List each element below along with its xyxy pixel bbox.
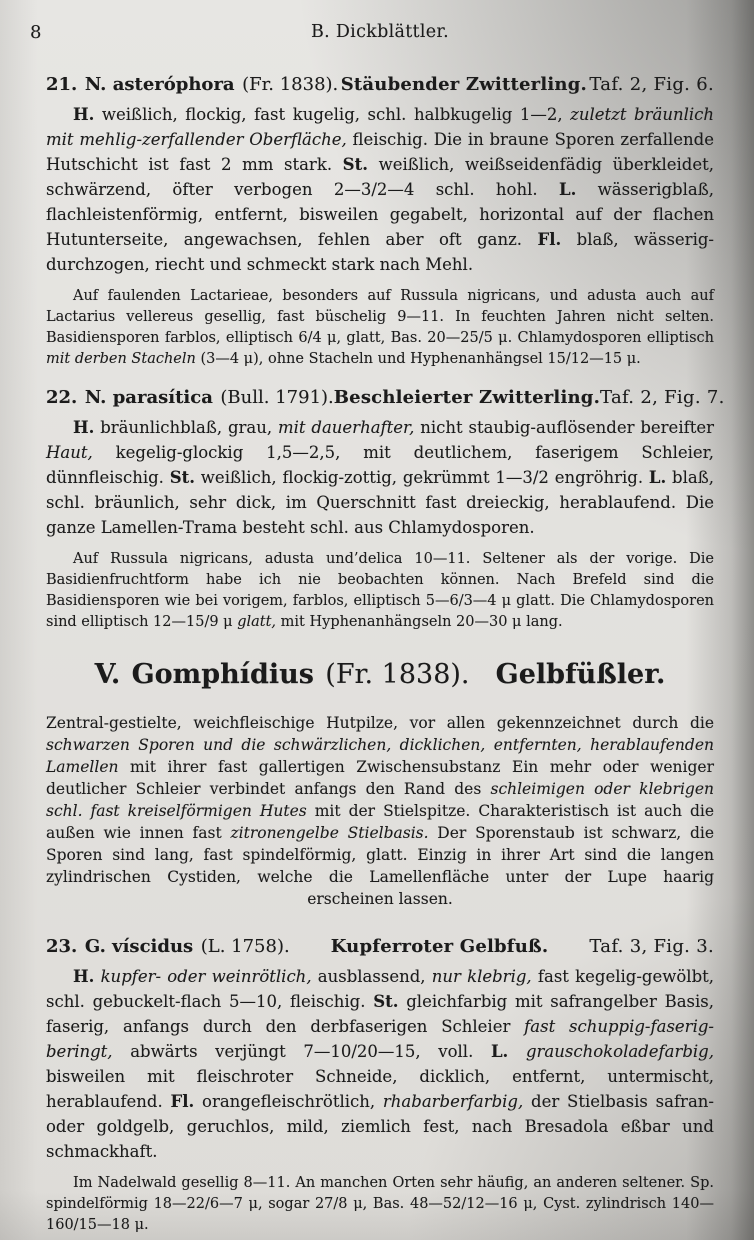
entry-name-group xyxy=(46,936,290,957)
description-paragraph: H. weißlich, flockig, fast kugelig, schl. halbkugelig 1—2, zuletzt bräunlich mit mehlig-zerfallender Oberfläche, fleischig. Die in braune Sporen zerfallende Hutschicht ist fast 2 mm stark. St. weißlich, weißseidenfädig überkleidet, schwärzend, öfter verbogen 2—3/2—4 schl. hohl. L. wässerigblaß, flachleistenförmig, entfernt, bisweilen gegabelt, horizontal auf der flachen Hutunterseite, angewachsen, fehlen aber oft ganz. Fl. blaß, wässerig-durchzogen, riecht und schmeckt stark nach Mehl. xyxy=(46,105,714,274)
common-name: Kupferroter Gelbfuß. xyxy=(330,936,549,957)
genus-section-gomphidius xyxy=(46,659,714,910)
common-name: Beschleierter Zwitterling. xyxy=(333,387,601,408)
plate-reference: Taf. 2, Fig. 7. xyxy=(600,387,725,408)
description-paragraph: H. kupfer- oder weinrötlich, ausblassend, nur klebrig, fast kegelig-gewölbt, schl. gebuckelt-flach 5—10, fleischig. St. gleichfarbig mit safrangelber Basis, faserig, anfangs durch den derbfaserigen Schleier fast schuppig-faserig-beringt, abwärts verjüngt 7—10/20—15, voll. L. grauschokoladefarbig, bisweilen mit fleischroter Schneide, dicklich, entfernt, untermischt, herablaufend. Fl. orangefleischrötlich, rhabarberfarbig, der Stielbasis safran- oder goldgelb, geruchlos, mild, ziemlich fest, nach Bresadola eßbar und schmackhaft. xyxy=(46,967,715,1161)
page-header xyxy=(30,22,714,46)
common-name: Stäubender Zwitterling. xyxy=(340,74,587,95)
note-paragraph: Im Nadelwald gesellig 8—11. An manchen Orten sehr häufig, an anderen seltener. Sp. spindelförmig 18—22/6—7 μ, sogar 27/8 μ, Bas. 48—52/12—16 μ, Cyst. zylindrisch 140—160/15—18 μ. xyxy=(46,1175,714,1233)
running-title: B. Dickblättler. xyxy=(310,22,450,42)
section-intro-paragraph: Zentral-gestielte, weichfleischige Hutpilze, vor allen gekennzeichnet durch die schwarzen Sporen und die schwärzlichen, dicklichen, entfernten, herablaufenden Lamellen mit ihrer fast gallertigen Zwischensubstanz Ein mehr oder weniger deutlicher Schleier verbindet anfangs den Rand des schleimigen oder klebrigen schl. fast kreiselförmigen Hutes mit der Stielspitze. Charakteristisch ist auch die außen wie innen fast zitronengelbe Stielbasis. Der Sporenstaub ist schwarz, die Sporen sind lang, fast spindelförmig, glatt. Einzig in ihrer Art sind die langen zylindrischen Cystiden, welche die Lamellenfläche unter der Lupe haarig erscheinen lassen. xyxy=(46,714,715,908)
plate-reference: Taf. 2, Fig. 6. xyxy=(589,74,714,95)
species-entry-22 xyxy=(46,387,725,633)
section-number: V. xyxy=(94,659,121,690)
entry-number: 23. xyxy=(46,936,78,957)
species-entry-21 xyxy=(46,74,714,370)
genus-common-name: Gelbfüßler. xyxy=(495,659,666,690)
species-authority: (L. 1758). xyxy=(200,936,290,957)
entry-name-group xyxy=(46,387,334,408)
note-paragraph: Auf Russula nigricans, adusta und’delica 10—11. Seltener als der vorige. Die Basidienfruchtform habe ich nie beobachten können. Nach Brefeld sind die Basidiensporen wie bei vorigem, farblos, elliptisch 5—6/3—4 μ glatt. Die Chlamydosporen sind elliptisch 12—15/9 μ glatt, mit Hyphenanhängseln 20—30 μ lang. xyxy=(46,551,714,630)
entry-heading xyxy=(46,74,714,95)
entry-heading xyxy=(46,387,725,408)
entry-heading xyxy=(46,936,714,957)
genus-name: Gomphídius xyxy=(131,659,314,690)
species-entry-23 xyxy=(46,936,714,1236)
species-authority: (Bull. 1791). xyxy=(220,387,334,408)
species-name: N. parasítica xyxy=(84,387,213,408)
entry-name-group xyxy=(46,74,338,95)
genus-authority: (Fr. 1838). xyxy=(325,659,470,690)
entry-number: 21. xyxy=(46,74,78,95)
note-paragraph: Auf faulenden Lactarieae, besonders auf Russula nigricans, und adusta auch auf Lactarius vellereus gesellig, fast büschelig 9—11. In feuchten Jahren nicht selten. Basidiensporen farblos, elliptisch 6/4 μ, glatt, Bas. 20—25/5 μ. Chlamydosporen elliptisch mit derben Stacheln (3—4 μ), ohne Stacheln und Hyphenanhängsel 15/12—15 μ. xyxy=(46,288,714,367)
species-name: N. asteróphora xyxy=(84,74,235,95)
plate-reference: Taf. 3, Fig. 3. xyxy=(589,936,714,957)
species-name: G. víscidus xyxy=(84,936,194,957)
description-paragraph: H. bräunlichblaß, grau, mit dauerhafter, nicht staubig-auflösender bereifter Haut, kegelig-glockig 1,5—2,5, mit deutlichem, faserigem Schleier, dünnfleischig. St. weißlich, flockig-zottig, gekrümmt 1—3/2 engröhrig. L. blaß, schl. bräunlich, sehr dick, im Querschnitt fast dreieckig, herablaufend. Die ganze Lamellen-Trama besteht schl. aus Chlamydosporen. xyxy=(46,418,715,537)
species-authority: (Fr. 1838). xyxy=(242,74,339,95)
entry-number: 22. xyxy=(46,387,78,408)
page-number: 8 xyxy=(30,22,42,43)
section-heading xyxy=(46,659,714,690)
